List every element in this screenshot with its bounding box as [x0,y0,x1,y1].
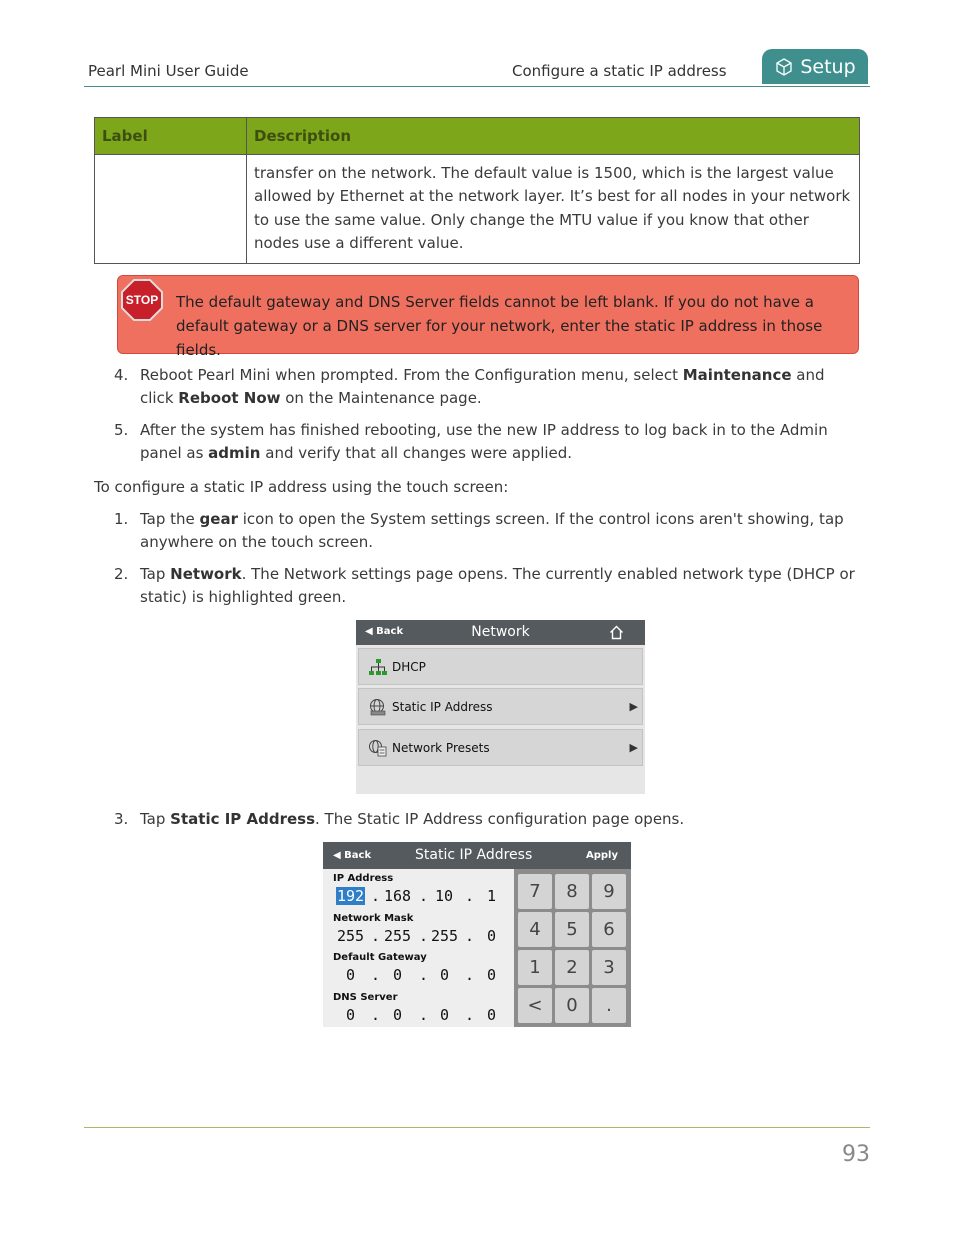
default-gateway-label: Default Gateway [333,952,427,963]
keypad-key[interactable]: 9 [592,874,626,909]
chevron-right-icon: ▶ [629,700,638,713]
home-icon[interactable] [609,625,624,640]
ip-dot: . [371,887,381,905]
keypad-key[interactable]: 0 [555,988,589,1023]
step-number: 1. [114,510,129,528]
static-ip-title: Static IP Address [415,847,533,863]
ip-dot: . [419,966,429,984]
globe-list-icon [368,739,388,757]
keypad-key[interactable]: 8 [555,874,589,909]
network-title-bar [356,620,645,645]
keypad-key[interactable]: 2 [555,950,589,985]
apply-button[interactable]: Apply [586,850,619,861]
setup-tab-label: Setup [800,55,856,78]
ip-dot: . [419,1006,429,1024]
dns-octet-input[interactable]: 0 [346,1006,356,1024]
network-item-label: DHCP [392,659,426,674]
cube-icon [774,57,794,77]
intro-text: To configure a static IP address using the touch screen: [94,478,509,496]
dns-octet-input[interactable]: 0 [487,1006,497,1024]
keypad-dot-key[interactable]: . [592,988,626,1023]
network-item-label: Network Presets [392,740,490,755]
step-number: 2. [114,565,129,583]
header-rule [84,86,870,87]
table-row [95,155,860,264]
mask-octet-input[interactable]: 0 [487,927,497,945]
step-number: 5. [114,421,129,439]
step-text: Tap the gear icon to open the System settings screen. If the control icons aren't showing, tap anywhere on the touch screen. [140,510,844,551]
parameter-table [94,117,860,264]
network-item-static-ip[interactable] [358,688,643,725]
gateway-octet-input[interactable]: 0 [440,966,450,984]
globe-network-icon [368,698,388,716]
ip-dot: . [465,887,475,905]
ip-dot: . [465,927,475,945]
keypad-key[interactable]: 5 [555,912,589,947]
mask-octet-input[interactable]: 255 [337,927,365,945]
stop-sign-text: STOP [125,293,159,307]
step-text: Tap Static IP Address. The Static IP Address configuration page opens. [140,810,685,828]
ip-dot: . [465,1006,475,1024]
warning-text: The default gateway and DNS Server fields cannot be left blank. If you do not have a default gateway or a DNS server for your network, enter the static IP address in those fields. [176,293,823,359]
numeric-keypad [514,869,631,1027]
page-number: 93 [842,1142,870,1167]
gateway-octet-input[interactable]: 0 [346,966,356,984]
ip-octet-input[interactable]: 192 [337,887,365,905]
static-ip-screen [323,842,631,1027]
keypad-backspace-key[interactable]: < [518,988,552,1023]
footer-rule [84,1127,870,1128]
gateway-octet-input[interactable]: 0 [393,966,403,984]
network-item-label: Static IP Address [392,699,493,714]
back-button[interactable]: ◀ Back [365,626,404,637]
chevron-right-icon: ▶ [629,741,638,754]
stop-sign-icon [121,279,163,321]
ip-octet-input[interactable]: 10 [435,887,454,905]
ip-dot: . [371,1006,381,1024]
ip-octet-input[interactable]: 168 [384,887,412,905]
dns-octet-input[interactable]: 0 [440,1006,450,1024]
network-mask-label: Network Mask [333,913,414,924]
network-item-dhcp[interactable] [358,648,643,685]
keypad-key[interactable]: 4 [518,912,552,947]
network-tree-icon [368,658,388,676]
guide-title: Pearl Mini User Guide [88,62,249,80]
gateway-octet-input[interactable]: 0 [487,966,497,984]
setup-tab[interactable] [762,49,868,84]
step-text: Tap Network. The Network settings page opens. The currently enabled network type (DHCP or static) is highlighted green. [140,565,855,606]
keypad-key[interactable]: 3 [592,950,626,985]
ip-dot: . [419,887,429,905]
network-item-presets[interactable] [358,729,643,766]
ip-address-label: IP Address [333,873,394,884]
static-ip-title-bar [323,842,631,869]
ip-dot: . [465,966,475,984]
back-button[interactable]: ◀ Back [333,850,372,861]
dns-server-label: DNS Server [333,992,398,1003]
network-screen [356,620,645,794]
table-cell-label [95,155,247,264]
keypad-key[interactable]: 6 [592,912,626,947]
ip-dot: . [419,927,429,945]
section-title: Configure a static IP address [512,62,727,80]
mask-octet-input[interactable]: 255 [431,927,459,945]
ip-dot: . [371,927,381,945]
col-label-header: Label [95,118,247,155]
keypad-key[interactable]: 7 [518,874,552,909]
table-cell-description: transfer on the network. The default value is 1500, which is the largest value allowed by Ethernet at the network layer. It’s best for all nodes in your network to use the same value. Only change the MTU value if you know that other nodes use a different value. [247,155,860,264]
keypad-key[interactable]: 1 [518,950,552,985]
step-number: 3. [114,810,129,828]
mask-octet-input[interactable]: 255 [384,927,412,945]
step-text: After the system has finished rebooting, use the new IP address to log back in to the Admin panel as admin and verify that all changes were applied. [140,421,828,462]
step-text: Reboot Pearl Mini when prompted. From the Configuration menu, select Maintenance and click Reboot Now on the Maintenance page. [140,366,825,407]
col-description-header: Description [247,118,860,155]
dns-octet-input[interactable]: 0 [393,1006,403,1024]
ip-dot: . [371,966,381,984]
ip-octet-input[interactable]: 1 [487,887,497,905]
network-title: Network [471,624,530,640]
step-number: 4. [114,366,129,384]
